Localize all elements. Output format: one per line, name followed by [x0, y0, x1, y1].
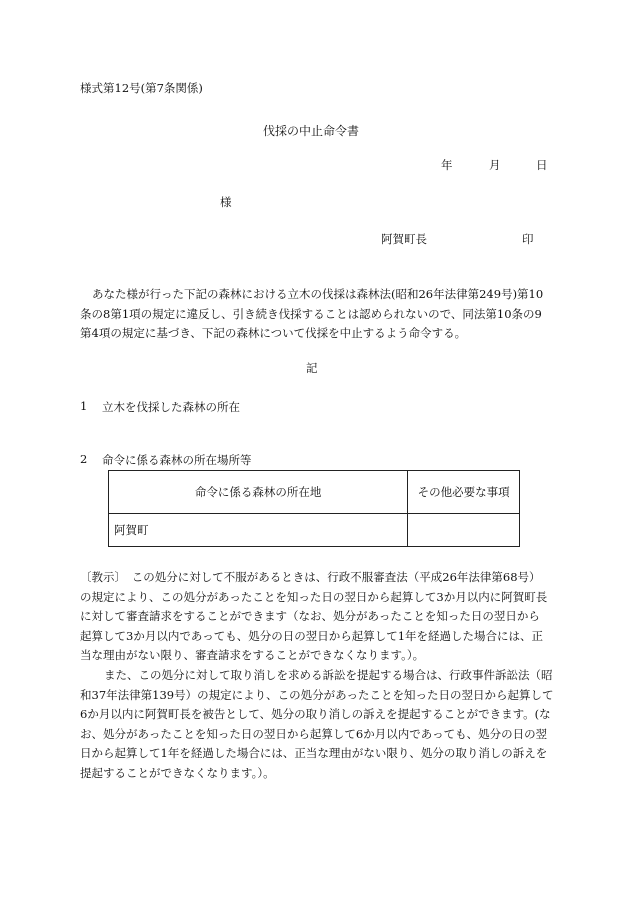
notice-line: 起算して3か月以内であっても、処分の日の翌日から起算して1年を経過した場合には、正 — [80, 628, 544, 643]
body-line: 条の8第1項の規定に違反し、引き続き伐採することは認められないので、同法第10条の9 — [80, 306, 542, 321]
issuer-name: 阿賀町長 — [381, 232, 427, 246]
notice-line: 提起することができなくなります。）。 — [80, 765, 275, 780]
cell-location: 阿賀町 — [109, 514, 408, 547]
ki-heading: 記 — [306, 361, 318, 375]
notice-line: 〔教示〕 この処分に対して不服があるときは、行政不服審査法（平成26年法律第68号） — [80, 570, 541, 584]
notice-line: 当な理由がない限り、審査請求をすることができなくなります。）。 — [80, 648, 425, 662]
date-year-label: 年 — [441, 158, 453, 172]
addressee-suffix: 様 — [220, 195, 232, 209]
header-other: その他必要な事項 — [408, 471, 520, 514]
item1-number: 1 — [80, 399, 88, 413]
item2-number: 2 — [80, 452, 88, 466]
notice-paragraph-1 — [80, 568, 547, 666]
notice-line: 和37年法律第139号）の規定により、この処分があったことを知った日の翌日から起算して — [80, 687, 554, 702]
body-line: 第4項の規定に基づき、下記の森林について伐採を中止するよう命令する。 — [80, 326, 467, 340]
notice-line: また、この処分に対して取り消しを求める訴訟を提起する場合は、行政事件訴訟法（昭 — [104, 668, 553, 682]
forest-location-table — [108, 470, 520, 547]
document-title: 伐採の中止命令書 — [263, 124, 360, 138]
notice-line: 6か月以内に阿賀町長を被告として、処分の取り消しの訴えを提起することができます。(な — [80, 707, 551, 721]
notice-paragraph-2 — [80, 666, 553, 783]
cell-other — [408, 514, 520, 547]
notice-line: に対して審査請求をすることができます（なお、処分があったことを知った日の翌日から — [80, 609, 540, 623]
date-month-label: 月 — [489, 158, 501, 172]
issuer-seal: 印 — [522, 232, 534, 246]
date-day-label: 日 — [536, 158, 548, 172]
body-paragraph — [80, 285, 543, 344]
item1-label: 立木を伐採した森林の所在 — [102, 400, 240, 414]
table-header-row — [109, 471, 520, 514]
notice-line: お、処分があったことを知った日の翌日から起算して6か月以内であっても、処分の日の翌 — [80, 726, 548, 741]
table-row — [109, 514, 520, 547]
form-number: 様式第12号(第7条関係) — [80, 81, 203, 95]
body-line: あなた様が行った下記の森林における立木の伐採は森林法(昭和26年法律第249号)第10 — [92, 287, 544, 301]
notice-line: 日から起算して1年を経過した場合には、正当な理由がない限り、処分の取り消しの訴えを — [80, 746, 548, 760]
item2-label: 命令に係る森林の所在場所等 — [102, 453, 252, 467]
header-location: 命令に係る森林の所在地 — [109, 471, 408, 514]
notice-line: の規定により、この処分があったことを知った日の翌日から起算して3か月以内に阿賀町長 — [80, 589, 548, 604]
